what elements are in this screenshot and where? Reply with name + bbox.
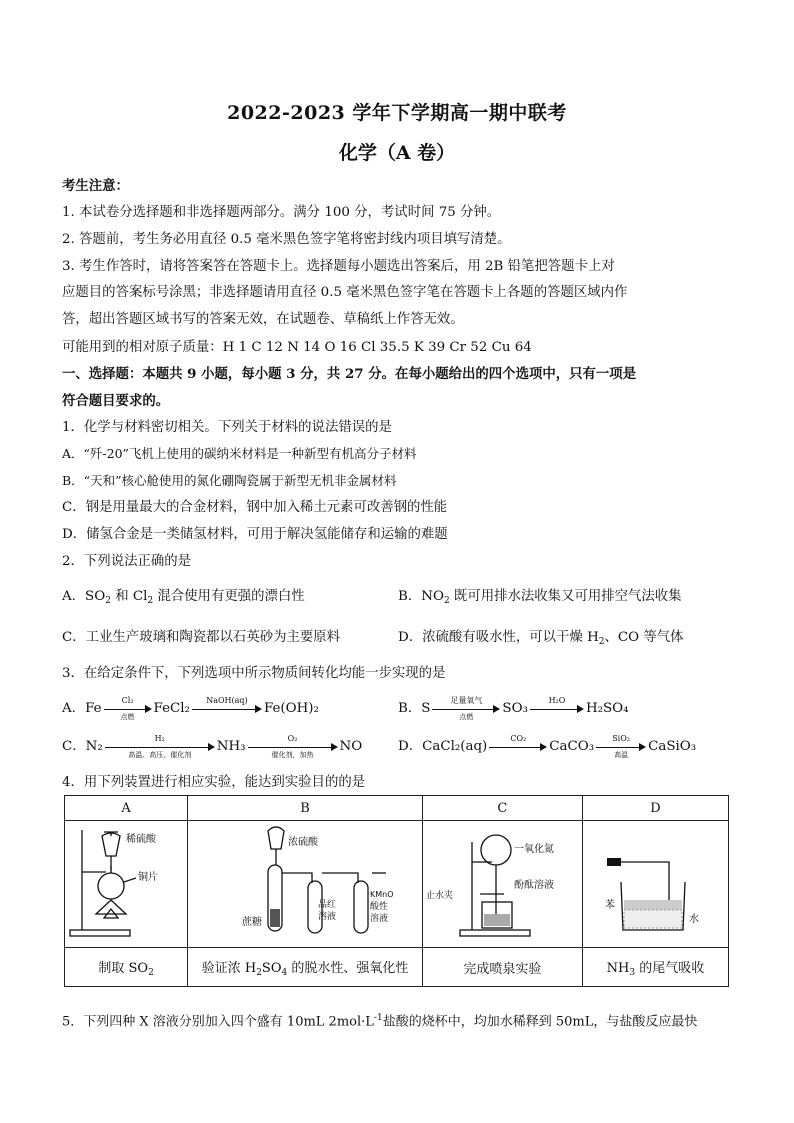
q3-b-label: B． bbox=[398, 701, 422, 716]
caption-b-text: 验证浓 H bbox=[201, 960, 257, 976]
q3-b-species-3: H₂SO₄ bbox=[585, 701, 629, 716]
arrow-condition: CO₂ bbox=[510, 733, 527, 743]
q3-option-a bbox=[62, 695, 382, 721]
q3-option-b bbox=[398, 695, 629, 721]
caption-b-sub1: 2 bbox=[256, 967, 262, 978]
exam-subtitle: 化学（A 卷） bbox=[338, 142, 456, 164]
notice-line-3c: 答，超出答题区域书写的答案无效，在试题卷、草稿纸上作答无效。 bbox=[62, 312, 464, 327]
q2-d-text2: 、CO 等气体 bbox=[604, 630, 684, 645]
caption-a-text: 制取 SO bbox=[98, 960, 149, 976]
label-solution: 溶液 bbox=[370, 914, 389, 924]
q3-a-species-1: Fe bbox=[85, 701, 102, 716]
q3-b-species-2: SO₃ bbox=[502, 701, 528, 716]
test-tube-apparatus-icon bbox=[190, 821, 420, 943]
q2-option-c: C．工业生产玻璃和陶瓷都以石英砂为主要原料 bbox=[62, 630, 341, 645]
q3-c-species-3: NO bbox=[339, 739, 363, 754]
label-solution: 溶液 bbox=[318, 912, 337, 922]
caption-b-text2: SO bbox=[261, 960, 282, 976]
arrow-condition: SiO₂ bbox=[612, 733, 631, 743]
q2-b-text: B．NO bbox=[398, 589, 444, 604]
flask-apparatus-icon bbox=[66, 822, 186, 942]
caption-b bbox=[188, 948, 423, 987]
reaction-arrow bbox=[489, 733, 547, 754]
caption-b-text3: 的脱水性、强氧化性 bbox=[287, 960, 409, 976]
label-nitric-oxide: 一氧化氮 bbox=[514, 844, 555, 855]
label-conc-acid: 浓硫酸 bbox=[288, 837, 319, 848]
q2-a-text2: 和 Cl bbox=[110, 589, 148, 604]
apparatus-caption-row bbox=[65, 948, 729, 987]
fountain-apparatus-icon bbox=[424, 822, 580, 942]
apparatus-c-figure bbox=[422, 821, 582, 948]
section-heading-2: 符合题目要求的。 bbox=[62, 393, 170, 409]
reaction-arrow bbox=[105, 733, 215, 759]
reaction-arrow bbox=[248, 733, 338, 759]
q2-a-text3: 混合使用有更强的漂白性 bbox=[153, 589, 305, 604]
apparatus-d-figure bbox=[582, 821, 728, 948]
caption-b-sub2: 4 bbox=[281, 967, 288, 978]
q2-a-sub2: 2 bbox=[147, 596, 154, 606]
q3-d-label: D． bbox=[398, 739, 423, 754]
label-sucrose: 蔗糖 bbox=[242, 917, 263, 928]
arrow-condition: 点燃 bbox=[459, 712, 474, 721]
label-copper: 铜片 bbox=[138, 872, 159, 883]
caption-d-sub: 3 bbox=[629, 967, 636, 978]
label-phenolphthalein: 酚酞溶液 bbox=[514, 880, 555, 891]
notice-heading: 考生注意： bbox=[62, 178, 129, 194]
q2-d-sub: 2 bbox=[598, 637, 605, 647]
header-d: D bbox=[582, 796, 728, 821]
arrow-condition: NaOH(aq) bbox=[206, 695, 248, 705]
reaction-arrow bbox=[432, 695, 500, 721]
notice-line-1: 1. 本试卷分选择题和非选择题两部分。满分 100 分，考试时间 75 分钟。 bbox=[62, 205, 501, 220]
caption-a bbox=[65, 948, 188, 987]
header-b: B bbox=[188, 796, 423, 821]
atomic-masses: 可能用到的相对原子质量：H 1 C 12 N 14 O 16 Cl 35.5 K 39 Cr 52 Cu 64 bbox=[62, 340, 532, 355]
reaction-arrow bbox=[530, 695, 584, 716]
q1-option-a: A．“歼-20”飞机上使用的碳纳米材料是一种新型有机高分子材料 bbox=[62, 446, 417, 461]
q2-option-b bbox=[398, 587, 682, 611]
exam-title: 2022-2023 学年下学期高一期中联考 bbox=[227, 102, 567, 124]
arrow-condition: Cl₂ bbox=[121, 695, 134, 705]
caption-c: 完成喷泉实验 bbox=[422, 948, 582, 987]
apparatus-table bbox=[64, 795, 729, 987]
arrow-condition: H₂ bbox=[154, 733, 165, 743]
section-heading-1: 一、选择题：本题共 9 小题，每小题 3 分，共 27 分。在每小题给出的四个选项中，只有一项是 bbox=[62, 366, 637, 382]
notice-line-3a: 3. 考生作答时，请将答案答在答题卡上。选择题每小题选出答案后，用 2B 铅笔把答题卡上对 bbox=[62, 259, 615, 274]
arrow-condition: O₂ bbox=[287, 733, 298, 743]
q3-stem: 3．在给定条件下，下列选项中所示物质间转化均能一步实现的是 bbox=[62, 666, 446, 681]
q1-option-c: C．钢是用量最大的合金材料，钢中加入稀土元素可改善钢的性能 bbox=[62, 500, 448, 515]
notice-line-2: 2. 答题前，考生务必用直径 0.5 毫米黑色签字笔将密封线内项目填写清楚。 bbox=[62, 232, 511, 247]
apparatus-header-row bbox=[65, 796, 729, 821]
caption-a-sub: 2 bbox=[148, 967, 154, 978]
q2-option-d bbox=[398, 628, 684, 652]
q3-a-species-3: Fe(OH)₂ bbox=[263, 701, 319, 716]
q4-stem: 4．用下列装置进行相应实验，能达到实验目的的是 bbox=[62, 775, 366, 790]
q2-d-text: D．浓硫酸有吸水性，可以干燥 H bbox=[398, 630, 599, 645]
q5-stem bbox=[62, 1008, 742, 1032]
arrow-condition: 高温 bbox=[614, 750, 629, 759]
q5-text2: 盐酸的烧杯中，均加水稀释到 50mL，与盐酸反应最快 bbox=[382, 1014, 698, 1030]
apparatus-b-figure bbox=[188, 821, 423, 948]
arrow-condition: H₂O bbox=[548, 695, 566, 705]
reaction-arrow bbox=[596, 733, 646, 759]
q3-a-species-2: FeCl₂ bbox=[153, 701, 190, 716]
caption-d-text: NH bbox=[606, 960, 630, 976]
header-c: C bbox=[422, 796, 582, 821]
q2-stem: 2．下列说法正确的是 bbox=[62, 554, 192, 569]
notice-line-3b: 应题目的答案标号涂黑；非选择题请用直径 0.5 毫米黑色签字笔在答题卡上各题的答题区域内作 bbox=[62, 285, 628, 300]
label-kmno4: KMnO bbox=[370, 890, 394, 899]
q3-c-species-2: NH₃ bbox=[216, 739, 246, 754]
q2-a-text: A．SO bbox=[62, 589, 106, 604]
q3-a-label: A． bbox=[62, 701, 86, 716]
q5-text: 5．下列四种 X 溶液分别加入四个盛有 10mL 2mol·L bbox=[62, 1014, 374, 1030]
q2-option-a bbox=[62, 587, 382, 611]
arrow-condition: 点燃 bbox=[120, 712, 135, 721]
header-a: A bbox=[65, 796, 188, 821]
q3-c-label: C． bbox=[62, 739, 86, 754]
q2-b-sub: 2 bbox=[443, 596, 450, 606]
q3-b-species-1: S bbox=[421, 701, 431, 716]
arrow-condition: 催化剂，加热 bbox=[271, 750, 314, 759]
arrow-condition: 足量氧气 bbox=[450, 695, 483, 705]
q3-d-species-3: CaSiO₃ bbox=[648, 739, 697, 754]
q3-option-c bbox=[62, 733, 392, 759]
label-fuchsin: 品红 bbox=[318, 900, 337, 910]
q1-stem: 1．化学与材料密切相关。下列关于材料的说法错误的是 bbox=[62, 420, 392, 435]
q5-sup: -1 bbox=[373, 1013, 383, 1023]
apparatus-a-figure bbox=[65, 821, 188, 948]
caption-d bbox=[582, 948, 728, 987]
q3-d-species-2: CaCO₃ bbox=[549, 739, 595, 754]
beaker-apparatus-icon bbox=[585, 822, 725, 942]
reaction-arrow bbox=[192, 695, 262, 716]
q1-option-b: B．“天和”核心舱使用的氮化硼陶瓷属于新型无机非金属材料 bbox=[62, 473, 397, 488]
q2-b-text2: 既可用排水法收集又可用排空气法收集 bbox=[449, 589, 682, 604]
label-acidic: 酸性 bbox=[370, 902, 389, 912]
label-dilute-acid: 稀硫酸 bbox=[126, 834, 157, 845]
apparatus-figure-row bbox=[65, 821, 729, 948]
label-benzene: 苯 bbox=[605, 900, 616, 911]
q3-d-species-1: CaCl₂(aq) bbox=[422, 739, 488, 754]
arrow-condition: 高温、高压、催化剂 bbox=[128, 750, 192, 759]
label-clamp: 止水夹 bbox=[426, 891, 454, 901]
q3-option-d bbox=[398, 733, 697, 759]
q1-option-d: D．储氢合金是一类储氢材料，可用于解决氢能储存和运输的难题 bbox=[62, 527, 448, 542]
caption-d-text2: 的尾气吸收 bbox=[635, 960, 705, 976]
q3-c-species-1: N₂ bbox=[85, 739, 103, 754]
reaction-arrow bbox=[104, 695, 152, 721]
label-water: 水 bbox=[689, 914, 700, 925]
q2-a-sub1: 2 bbox=[105, 596, 111, 606]
